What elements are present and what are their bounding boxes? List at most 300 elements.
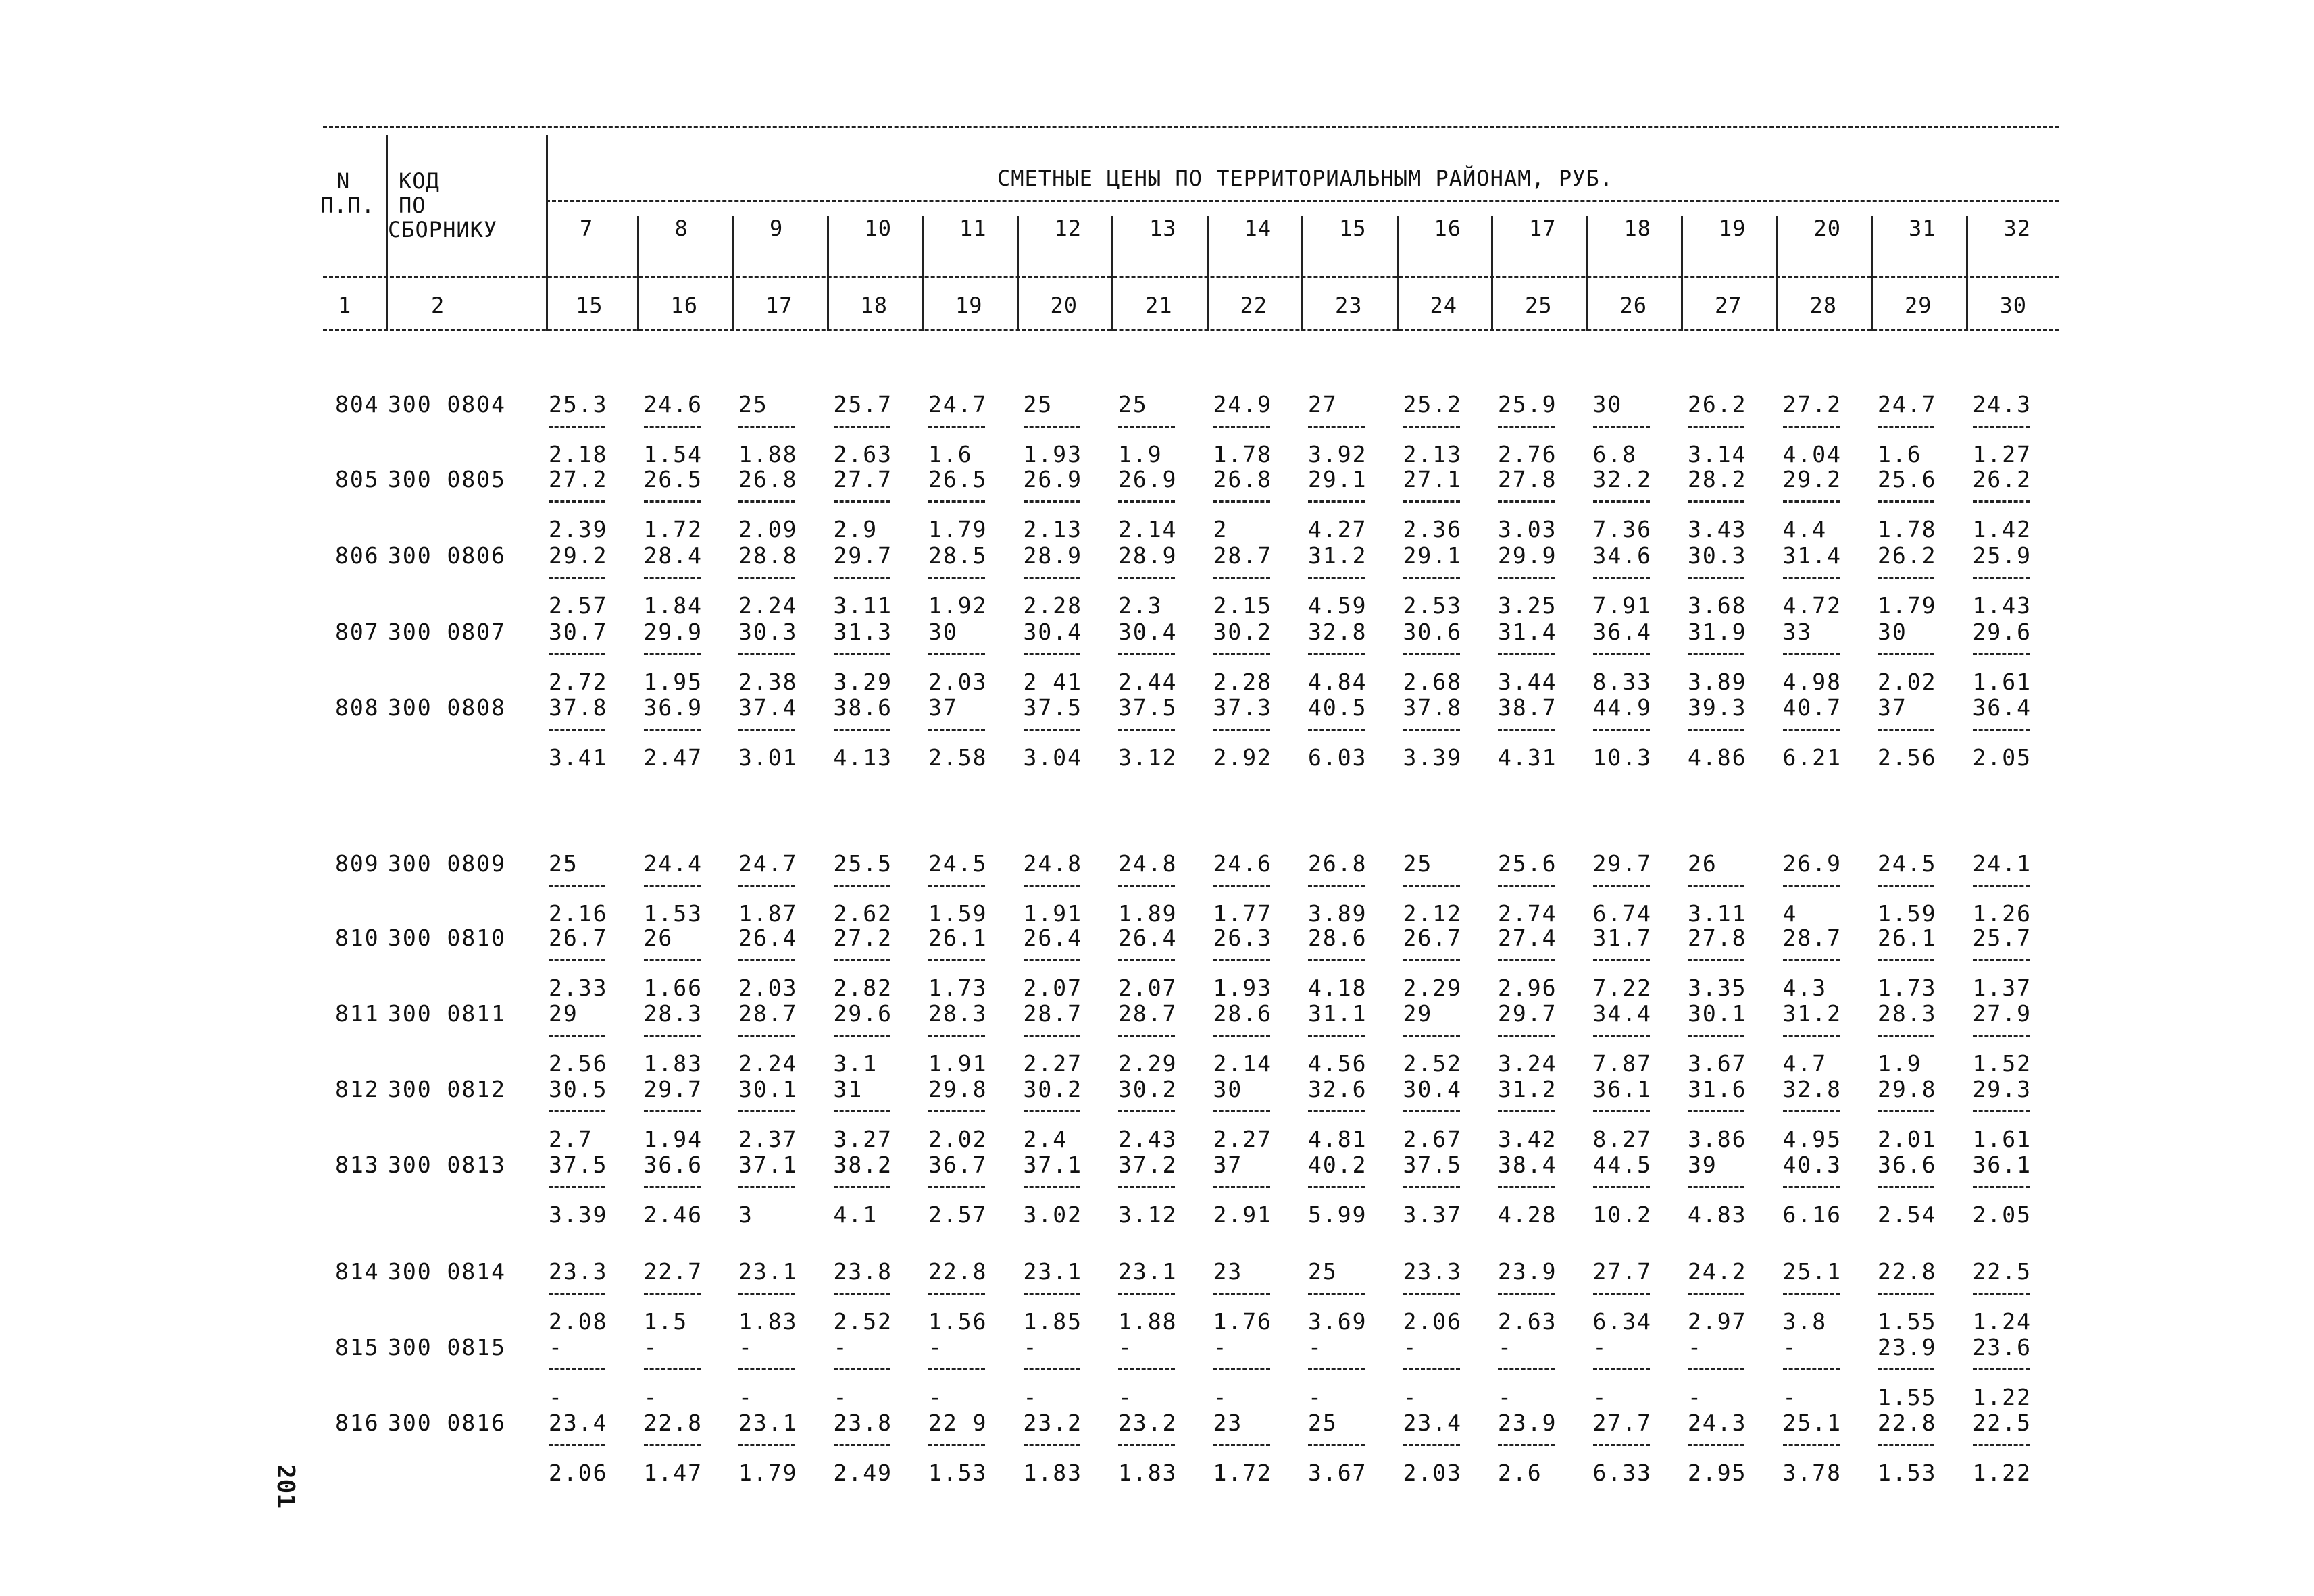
price-bottom: 2.6 xyxy=(1498,1460,1542,1486)
row-number: 806 xyxy=(335,542,380,569)
fraction-bar xyxy=(1688,1186,1744,1188)
price-top: 31.4 xyxy=(1498,619,1557,645)
price-top: 30.3 xyxy=(1688,542,1747,569)
price-top: 29.8 xyxy=(928,1076,988,1102)
fraction-bar xyxy=(834,500,890,503)
price-bottom: 3.89 xyxy=(1688,669,1747,695)
district-header: 14 xyxy=(1244,215,1272,241)
price-bottom: 1.73 xyxy=(1878,975,1937,1001)
fraction-bar xyxy=(1783,500,1840,503)
price-top: - xyxy=(1023,1334,1038,1360)
price-bottom: 2.36 xyxy=(1403,516,1462,542)
district-index: 24 xyxy=(1430,292,1458,318)
price-top: 31.3 xyxy=(833,619,892,645)
price-bottom: 2.38 xyxy=(738,669,798,695)
price-top: 30.4 xyxy=(1403,1076,1462,1102)
district-header: 11 xyxy=(959,215,987,241)
price-top: 26.2 xyxy=(1972,466,2032,492)
price-top: 31.4 xyxy=(1782,542,1842,569)
price-bottom: 1.92 xyxy=(928,592,988,619)
district-header: 18 xyxy=(1624,215,1652,241)
price-top: 30.2 xyxy=(1023,1076,1082,1102)
price-top: 29.1 xyxy=(1403,542,1462,569)
price-top: 24.8 xyxy=(1023,850,1082,877)
price-top: 26.1 xyxy=(928,925,988,951)
price-top: 29.9 xyxy=(1498,542,1557,569)
price-top: 36.9 xyxy=(643,694,703,721)
price-top: 28.4 xyxy=(643,542,703,569)
price-bottom: 3.42 xyxy=(1498,1126,1557,1152)
price-top: 25 xyxy=(549,850,578,877)
price-bottom: 2.74 xyxy=(1498,900,1557,927)
district-index: 30 xyxy=(1999,292,2028,318)
fraction-bar xyxy=(1498,577,1555,579)
price-bottom: - xyxy=(643,1384,659,1410)
price-bottom: 3.35 xyxy=(1688,975,1747,1001)
fraction-bar xyxy=(1593,959,1650,961)
header-top-rule xyxy=(323,126,2059,128)
fraction-bar xyxy=(1688,1110,1744,1112)
price-bottom: 2.14 xyxy=(1213,1050,1272,1077)
fraction-bar xyxy=(928,426,985,428)
fraction-bar xyxy=(1688,1444,1744,1446)
price-top: 38.2 xyxy=(833,1152,892,1178)
fraction-bar xyxy=(928,959,985,961)
price-bottom: 1.85 xyxy=(1023,1308,1082,1335)
fraction-bar xyxy=(1973,1444,2030,1446)
district-header: 15 xyxy=(1339,215,1367,241)
price-top: 29.9 xyxy=(643,619,703,645)
fraction-bar xyxy=(1783,729,1840,731)
price-bottom: 1.5 xyxy=(643,1308,688,1335)
price-bottom: 2.72 xyxy=(549,669,608,695)
price-top: 26.9 xyxy=(1118,466,1178,492)
price-bottom: 2.15 xyxy=(1213,592,1272,619)
district-separator xyxy=(1681,216,1683,331)
district-separator xyxy=(922,216,924,331)
district-index: 16 xyxy=(670,292,699,318)
price-bottom: 2.33 xyxy=(549,975,608,1001)
fraction-bar xyxy=(1024,1110,1080,1112)
price-bottom: 2.28 xyxy=(1213,669,1272,695)
fraction-bar xyxy=(1024,426,1080,428)
price-bottom: 2.13 xyxy=(1403,441,1462,467)
fraction-bar xyxy=(1118,959,1175,961)
price-bottom: 1.79 xyxy=(738,1460,798,1486)
price-top: 25.2 xyxy=(1403,391,1462,417)
price-top: 24.7 xyxy=(738,850,798,877)
district-index: 28 xyxy=(1809,292,1838,318)
price-top: 24.9 xyxy=(1213,391,1272,417)
price-top: 30 xyxy=(1592,391,1623,417)
fraction-bar xyxy=(834,1293,890,1295)
fraction-bar xyxy=(1403,1444,1460,1446)
price-bottom: 2 41 xyxy=(1023,669,1082,695)
price-top: 26.1 xyxy=(1878,925,1937,951)
price-bottom: 1.79 xyxy=(928,516,988,542)
price-top: 37 xyxy=(928,694,958,721)
fraction-bar xyxy=(1783,653,1840,655)
price-top: 29.1 xyxy=(1308,466,1367,492)
price-top: 31 xyxy=(833,1076,863,1102)
fraction-bar xyxy=(1403,1368,1460,1370)
fraction-bar xyxy=(1403,426,1460,428)
price-bottom: 3.29 xyxy=(833,669,892,695)
price-bottom: 6.03 xyxy=(1308,744,1367,771)
price-top: 29.3 xyxy=(1972,1076,2032,1102)
price-bottom: 1.6 xyxy=(928,441,973,467)
price-top: 28.3 xyxy=(1878,1000,1937,1027)
fraction-bar xyxy=(834,1035,890,1037)
price-bottom: 2.63 xyxy=(833,441,892,467)
price-top: 38.4 xyxy=(1498,1152,1557,1178)
price-bottom: 3.39 xyxy=(1403,744,1462,771)
price-bottom: 2.53 xyxy=(1403,592,1462,619)
price-top: 37.8 xyxy=(1403,694,1462,721)
district-separator xyxy=(1207,216,1209,331)
price-bottom: - xyxy=(1782,1384,1798,1410)
price-top: 22.8 xyxy=(1878,1258,1937,1285)
price-bottom: 3.02 xyxy=(1023,1202,1082,1228)
price-top: - xyxy=(1403,1334,1418,1360)
price-top: 25 xyxy=(1023,391,1053,417)
price-bottom: 2.57 xyxy=(928,1202,988,1228)
fraction-bar xyxy=(1973,653,2030,655)
price-bottom: 3.14 xyxy=(1688,441,1747,467)
fraction-bar xyxy=(1118,577,1175,579)
fraction-bar xyxy=(1213,1444,1270,1446)
price-top: 25 xyxy=(1308,1258,1338,1285)
header-n: N xyxy=(336,168,351,194)
price-top: 30 xyxy=(1213,1076,1243,1102)
price-top: 39 xyxy=(1688,1152,1717,1178)
price-bottom: 3.04 xyxy=(1023,744,1082,771)
price-top: 38.6 xyxy=(833,694,892,721)
fraction-bar xyxy=(928,1368,985,1370)
price-bottom: 4.28 xyxy=(1498,1202,1557,1228)
price-bottom: 4.1 xyxy=(833,1202,878,1228)
fraction-bar xyxy=(1498,426,1555,428)
price-top: 27.9 xyxy=(1972,1000,2032,1027)
price-bottom: 2.44 xyxy=(1118,669,1178,695)
fraction-bar xyxy=(1308,885,1365,887)
price-top: 26.9 xyxy=(1023,466,1082,492)
price-top: 29 xyxy=(549,1000,578,1027)
fraction-bar xyxy=(1783,426,1840,428)
district-index: 19 xyxy=(955,292,983,318)
fraction-bar xyxy=(738,1368,795,1370)
fraction-bar xyxy=(549,1444,605,1446)
price-top: 30 xyxy=(1878,619,1907,645)
price-top: 25.9 xyxy=(1972,542,2032,569)
row-number: 812 xyxy=(335,1076,380,1102)
price-top: 28.5 xyxy=(928,542,988,569)
price-top: 30 xyxy=(928,619,958,645)
fraction-bar xyxy=(928,577,985,579)
district-header: 20 xyxy=(1813,215,1842,241)
fraction-bar xyxy=(1973,577,2030,579)
price-top: 26.3 xyxy=(1213,925,1272,951)
price-top: 32.8 xyxy=(1308,619,1367,645)
district-header: 13 xyxy=(1149,215,1177,241)
price-bottom: 2.39 xyxy=(549,516,608,542)
fraction-bar xyxy=(1878,653,1934,655)
price-top: 29 xyxy=(1403,1000,1433,1027)
fraction-bar xyxy=(1878,426,1934,428)
district-header: 31 xyxy=(1909,215,1936,241)
fraction-bar xyxy=(1118,1368,1175,1370)
price-top: 29.2 xyxy=(1782,466,1842,492)
price-top: 31.2 xyxy=(1782,1000,1842,1027)
header-mid-rule xyxy=(323,276,2059,278)
price-bottom: 4.27 xyxy=(1308,516,1367,542)
fraction-bar xyxy=(644,885,701,887)
price-top: 23.8 xyxy=(833,1258,892,1285)
price-bottom: 8.27 xyxy=(1592,1126,1652,1152)
price-bottom: 6.74 xyxy=(1592,900,1652,927)
fraction-bar xyxy=(1024,1444,1080,1446)
district-header: 12 xyxy=(1054,215,1082,241)
fraction-bar xyxy=(1593,653,1650,655)
fraction-bar xyxy=(1783,1444,1840,1446)
price-top: 30.2 xyxy=(1118,1076,1178,1102)
fraction-bar xyxy=(1213,885,1270,887)
price-bottom: 1.76 xyxy=(1213,1308,1272,1335)
price-top: 23 xyxy=(1213,1258,1243,1285)
row-code: 300 0815 xyxy=(388,1334,506,1360)
fraction-bar xyxy=(1593,1110,1650,1112)
price-bottom: 2.27 xyxy=(1023,1050,1082,1077)
fraction-bar xyxy=(1973,1035,2030,1037)
price-bottom: 2.43 xyxy=(1118,1126,1178,1152)
district-header: 32 xyxy=(2003,215,2032,241)
fraction-bar xyxy=(1593,500,1650,503)
row-number: 807 xyxy=(335,619,380,645)
fraction-bar xyxy=(1308,1293,1365,1295)
price-bottom: 4.56 xyxy=(1308,1050,1367,1077)
fraction-bar xyxy=(738,1186,795,1188)
price-bottom: - xyxy=(833,1384,849,1410)
fraction-bar xyxy=(1593,729,1650,731)
price-top: 36.4 xyxy=(1972,694,2032,721)
price-top: 37 xyxy=(1213,1152,1243,1178)
fraction-bar xyxy=(1973,1110,2030,1112)
price-top: 25 xyxy=(1403,850,1433,877)
fraction-bar xyxy=(1118,1035,1175,1037)
price-bottom: 2.9 xyxy=(833,516,878,542)
district-index: 26 xyxy=(1619,292,1648,318)
price-top: 27.8 xyxy=(1498,466,1557,492)
price-bottom: 3.27 xyxy=(833,1126,892,1152)
price-bottom: 6.16 xyxy=(1782,1202,1842,1228)
price-bottom: 1.6 xyxy=(1878,441,1922,467)
fraction-bar xyxy=(549,500,605,503)
price-top: 24.3 xyxy=(1688,1410,1747,1436)
price-top: - xyxy=(643,1334,659,1360)
price-top: 26.9 xyxy=(1782,850,1842,877)
fraction-bar xyxy=(1688,729,1744,731)
district-header: 9 xyxy=(770,215,784,241)
row-number: 810 xyxy=(335,925,380,951)
index-col-1: 1 xyxy=(338,292,352,318)
fraction-bar xyxy=(834,885,890,887)
price-bottom: 2.14 xyxy=(1118,516,1178,542)
fraction-bar xyxy=(1024,577,1080,579)
price-bottom: 1.77 xyxy=(1213,900,1272,927)
price-bottom: 1.73 xyxy=(928,975,988,1001)
price-bottom: 1.26 xyxy=(1972,900,2032,927)
row-code: 300 0805 xyxy=(388,466,506,492)
price-top: 25.6 xyxy=(1878,466,1937,492)
fraction-bar xyxy=(1878,577,1934,579)
price-bottom: 1.9 xyxy=(1118,441,1163,467)
price-bottom: 2.03 xyxy=(1403,1460,1462,1486)
price-top: 25.1 xyxy=(1782,1258,1842,1285)
row-code: 300 0804 xyxy=(388,391,506,417)
fraction-bar xyxy=(1973,959,2030,961)
left-separator xyxy=(546,135,548,331)
price-top: 25 xyxy=(738,391,768,417)
fraction-bar xyxy=(644,426,701,428)
price-bottom: 1.78 xyxy=(1878,516,1937,542)
row-code: 300 0808 xyxy=(388,694,506,721)
price-bottom: 4.86 xyxy=(1688,744,1747,771)
price-bottom: 2.91 xyxy=(1213,1202,1272,1228)
price-top: 27 xyxy=(1308,391,1338,417)
price-bottom: 4.04 xyxy=(1782,441,1842,467)
price-bottom: 1.93 xyxy=(1213,975,1272,1001)
price-bottom: 4.84 xyxy=(1308,669,1367,695)
price-top: 31.6 xyxy=(1688,1076,1747,1102)
fraction-bar xyxy=(1688,426,1744,428)
fraction-bar xyxy=(1498,729,1555,731)
fraction-bar xyxy=(928,1293,985,1295)
price-top: 24.5 xyxy=(1878,850,1937,877)
fraction-bar xyxy=(1498,959,1555,961)
fraction-bar xyxy=(644,959,701,961)
price-top: 29.6 xyxy=(1972,619,2032,645)
fraction-bar xyxy=(1688,885,1744,887)
price-top: 25.9 xyxy=(1498,391,1557,417)
price-top: 26.2 xyxy=(1688,391,1747,417)
fraction-bar xyxy=(1593,1186,1650,1188)
fraction-bar xyxy=(1024,653,1080,655)
fraction-bar xyxy=(1308,959,1365,961)
fraction-bar xyxy=(549,885,605,887)
fraction-bar xyxy=(928,1035,985,1037)
price-bottom: 5.99 xyxy=(1308,1202,1367,1228)
row-code: 300 0806 xyxy=(388,542,506,569)
price-bottom: 4.83 xyxy=(1688,1202,1747,1228)
price-bottom: 2.82 xyxy=(833,975,892,1001)
header-sborniku: СБОРНИКУ xyxy=(388,217,498,242)
row-code: 300 0816 xyxy=(388,1410,506,1436)
price-bottom: 2.96 xyxy=(1498,975,1557,1001)
district-index: 27 xyxy=(1715,292,1742,318)
price-top: - xyxy=(1308,1334,1323,1360)
fraction-bar xyxy=(834,426,890,428)
price-top: 30.6 xyxy=(1403,619,1462,645)
price-top: - xyxy=(1213,1334,1228,1360)
price-top: 25.6 xyxy=(1498,850,1557,877)
fraction-bar xyxy=(1593,1444,1650,1446)
district-separator xyxy=(732,216,734,331)
price-top: 24.8 xyxy=(1118,850,1178,877)
price-top: 33 xyxy=(1782,619,1813,645)
price-top: 30.4 xyxy=(1023,619,1082,645)
price-top: 38.7 xyxy=(1498,694,1557,721)
price-bottom: 2.16 xyxy=(549,900,608,927)
district-rule xyxy=(546,200,2059,202)
price-bottom: - xyxy=(1498,1384,1513,1410)
district-index: 17 xyxy=(765,292,793,318)
price-top: 23.8 xyxy=(833,1410,892,1436)
price-top: 25.5 xyxy=(833,850,892,877)
fraction-bar xyxy=(738,885,795,887)
price-bottom: - xyxy=(1023,1384,1038,1410)
price-bottom: 1.9 xyxy=(1878,1050,1922,1077)
row-code: 300 0814 xyxy=(388,1258,506,1285)
price-top: 26.8 xyxy=(1308,850,1367,877)
price-top: 28.7 xyxy=(1023,1000,1082,1027)
price-bottom: 6.21 xyxy=(1782,744,1842,771)
price-bottom: 1.53 xyxy=(928,1460,988,1486)
fraction-bar xyxy=(1403,1110,1460,1112)
price-top: - xyxy=(928,1334,943,1360)
fraction-bar xyxy=(549,1186,605,1188)
price-bottom: 1.59 xyxy=(1878,900,1937,927)
fraction-bar xyxy=(1403,1186,1460,1188)
fraction-bar xyxy=(1498,1110,1555,1112)
price-bottom: 1.72 xyxy=(1213,1460,1272,1486)
district-separator xyxy=(1871,216,1873,331)
price-bottom: 1.72 xyxy=(643,516,703,542)
price-top: 23.2 xyxy=(1023,1410,1082,1436)
price-top: 27.2 xyxy=(1782,391,1842,417)
district-separator xyxy=(1111,216,1113,331)
row-code: 300 0807 xyxy=(388,619,506,645)
fraction-bar xyxy=(1213,653,1270,655)
price-bottom: 2.18 xyxy=(549,441,608,467)
fraction-bar xyxy=(1213,500,1270,503)
price-bottom: 3.12 xyxy=(1118,1202,1178,1228)
price-top: 27.2 xyxy=(549,466,608,492)
price-bottom: 2.29 xyxy=(1118,1050,1178,1077)
fraction-bar xyxy=(1213,1035,1270,1037)
price-top: - xyxy=(1118,1334,1133,1360)
price-bottom: 2 xyxy=(1213,516,1228,542)
price-bottom: - xyxy=(1592,1384,1608,1410)
price-top: 23.4 xyxy=(549,1410,608,1436)
fraction-bar xyxy=(1213,729,1270,731)
price-bottom: 3.24 xyxy=(1498,1050,1557,1077)
fraction-bar xyxy=(738,500,795,503)
fraction-bar xyxy=(1024,1186,1080,1188)
price-bottom: 3.68 xyxy=(1688,592,1747,619)
price-bottom: 7.36 xyxy=(1592,516,1652,542)
row-number: 805 xyxy=(335,466,380,492)
price-bottom: 3.1 xyxy=(833,1050,878,1077)
price-bottom: 4 xyxy=(1782,900,1798,927)
price-top: 40.5 xyxy=(1308,694,1367,721)
fraction-bar xyxy=(549,653,605,655)
price-bottom: 1.89 xyxy=(1118,900,1178,927)
fraction-bar xyxy=(549,1110,605,1112)
price-bottom: 2.56 xyxy=(549,1050,608,1077)
price-top: 24.3 xyxy=(1972,391,2032,417)
price-bottom: 1.47 xyxy=(643,1460,703,1486)
price-bottom: 3.67 xyxy=(1688,1050,1747,1077)
